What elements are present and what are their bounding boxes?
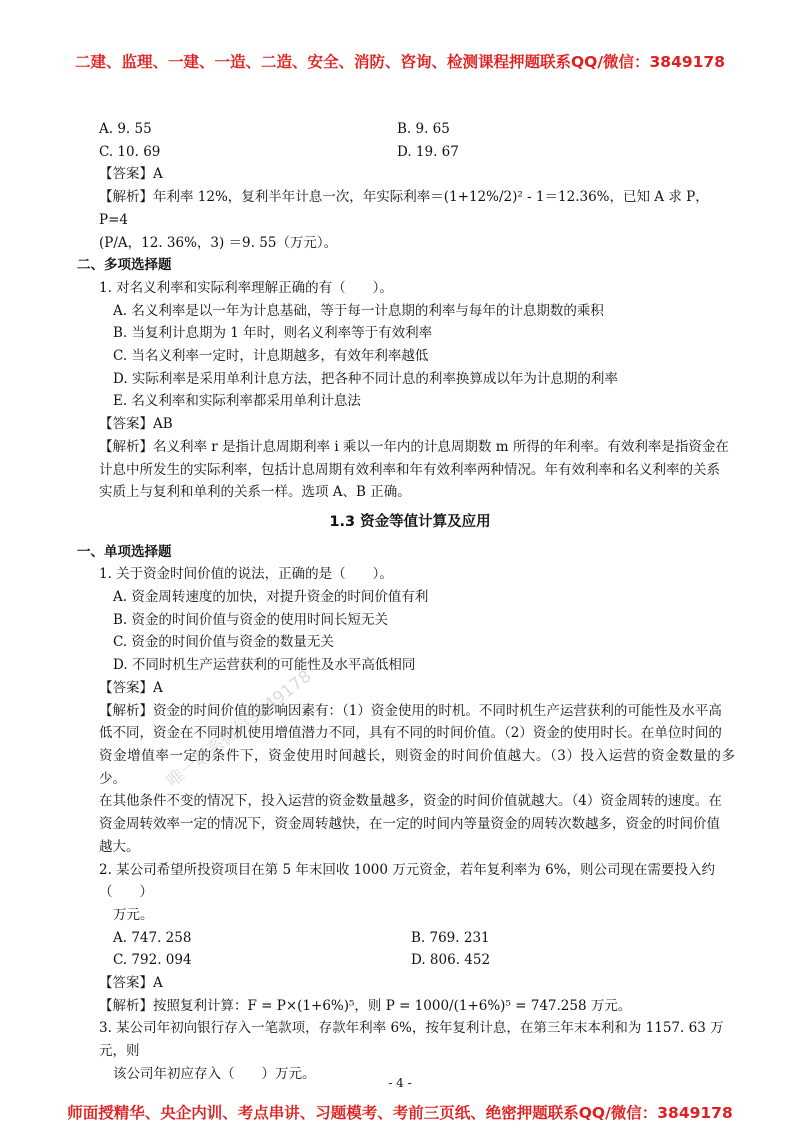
answer: 【答案】AB (99, 416, 173, 433)
option-d: D. 不同时机生产运营获利的可能性及水平高低相同 (113, 657, 416, 674)
section-heading: 一、单项选择题 (77, 543, 172, 560)
analysis-line: 计息中所发生的实际利率，包括计息周期有效利率和年有效利率两种情况。年有效利率和名义利率的关系 (99, 461, 720, 478)
footer-banner: 师面授精华、央企内训、考点串讲、习题模考、考前三页纸、绝密押题联系QQ/微信：3849178 (67, 1104, 733, 1122)
analysis-line: 【解析】年利率 12%，复利半年计息一次，年实际利率＝(1+12%/2)² - 1＝12.36%，已知 A 求 P，P=4 (99, 189, 709, 228)
option-c: C. 当名义利率一定时，计息期越多，有效年利率越低 (113, 348, 429, 365)
option-d: D. 806. 452 (411, 952, 491, 969)
question-stem-cont: 万元。 (113, 906, 154, 923)
option-e: E. 名义利率和实际利率都采用单利计息法 (113, 393, 361, 410)
option-b: B. 769. 231 (411, 929, 490, 946)
q0-options-row-2 (85, 141, 735, 164)
option-b: B. 9. 65 (397, 121, 450, 137)
q0-options-row-1 (85, 118, 735, 141)
analysis-line: 资金增值率一定的条件下，资金使用时间越长，则资金的时间价值越大。（3）投入运营的资金数量的多少。 (99, 747, 735, 787)
page-content (77, 118, 735, 1086)
analysis-line: 资金周转效率一定的情况下，资金周转越快，在一定的时间内等量资金的周转次数越多，资金的时间价值 (99, 816, 720, 833)
question-stem: 2. 某公司希望所投资项目在第 5 年末回收 1000 万元资金，若年复利率为 6%，则公司现在需要投入约（ ） (99, 861, 715, 901)
question-stem-cont: 该公司年初应存入（ ）万元。 (113, 1065, 316, 1082)
chapter-subtitle: 1.3 资金等值计算及应用 (329, 513, 491, 530)
analysis-line: 低不同，资金在不同时机使用增值潜力不同，具有不同的时间价值。（2）资金的使用时长。在单位时间的 (99, 725, 722, 742)
option-b: B. 资金的时间价值与资金的使用时间长短无关 (113, 611, 389, 628)
option-c: C. 792. 094 (113, 952, 192, 969)
analysis-line: 在其他条件不变的情况下，投入运营的资金数量越多，资金的时间价值就越大。（4）资金周转的速度。在 (99, 793, 722, 810)
option-d: D. 实际利率是采用单利计息方法，把各种不同计息的利率换算成以年为计息期的利率 (113, 370, 618, 387)
question-stem: 1. 对名义利率和实际利率理解正确的有（ ）。 (99, 279, 393, 296)
section-heading: 二、多项选择题 (77, 257, 172, 274)
option-b: B. 当复利计息期为 1 年时，则名义利率等于有效利率 (113, 325, 433, 342)
option-c: C. 10. 69 (99, 143, 161, 160)
option-a: A. 747. 258 (113, 929, 192, 946)
question-stem: 3. 某公司年初向银行存入一笔款项，存款年利率 6%，按年复利计息，在第三年末本利和为 1157. 63 万元，则 (99, 1020, 724, 1060)
q3-options-row-1 (85, 927, 735, 950)
option-d: D. 19. 67 (397, 143, 459, 160)
page-number: - 4 - (388, 1076, 412, 1090)
option-c: C. 资金的时间价值与资金的数量无关 (113, 634, 334, 651)
analysis-line: 实质上与复利和单利的关系一样。选项 A、B 正确。 (99, 484, 411, 501)
analysis-line: 【解析】资金的时间价值的影响因素有：（1）资金使用的时机。不同时机生产运营获利的可能性及水平高 (99, 702, 722, 719)
analysis-line: 越大。 (99, 838, 140, 855)
answer: 【答案】A (99, 166, 163, 183)
option-a: A. 9. 55 (99, 121, 152, 137)
option-a: A. 名义利率是以一年为计息基础，等于每一计息期的利率与每年的计息期数的乘积 (113, 302, 604, 319)
analysis-line: 【解析】按照复利计算：F = P×(1+6%)⁵，则 P = 1000/(1+6%)⁵ = 747.258 万元。 (99, 997, 632, 1014)
question-stem: 1. 关于资金时间价值的说法，正确的是（ ）。 (99, 566, 393, 583)
analysis-line: 【解析】名义利率 r 是指计息周期利率 i 乘以一年内的计息周期数 m 所得的年利率。有效利率是指资金在 (99, 438, 729, 455)
header-banner: 二建、监理、一建、一造、二造、安全、消防、咨询、检测课程押题联系QQ/微信：3849178 (74, 53, 725, 71)
watermark: 唯一联系微信3849178 (163, 666, 316, 792)
analysis-line: (P/A，12. 36%，3) ＝9. 55（万元）。 (99, 234, 338, 251)
answer: 【答案】A (99, 975, 163, 992)
option-a: A. 资金周转速度的加快，对提升资金的时间价值有利 (113, 589, 429, 606)
q3-options-row-2 (85, 949, 735, 972)
answer: 【答案】A (99, 679, 163, 696)
